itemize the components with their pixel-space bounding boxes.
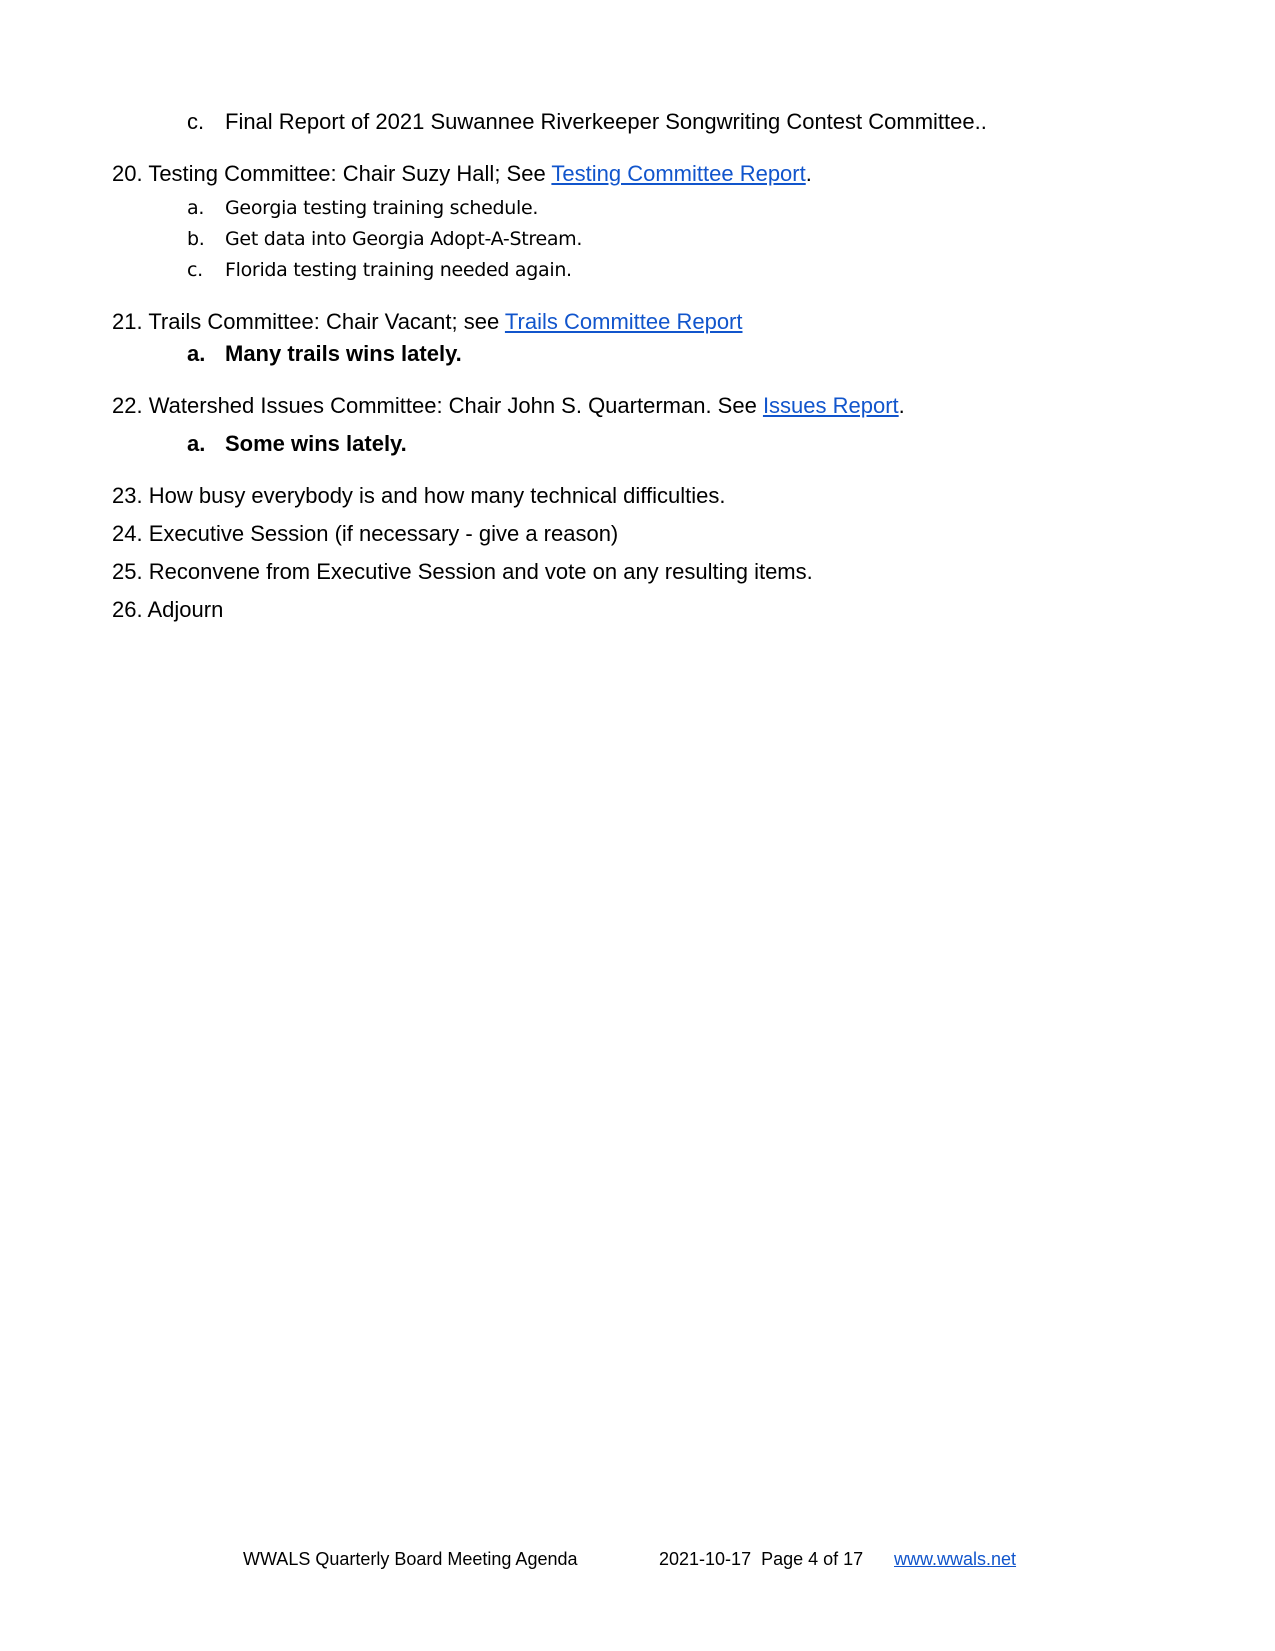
item-number: 20. bbox=[112, 161, 143, 186]
trails-committee-report-link[interactable]: Trails Committee Report bbox=[504, 309, 743, 334]
item-trail: . bbox=[898, 393, 905, 418]
sub-label: c. bbox=[187, 259, 203, 281]
agenda-item-23 bbox=[112, 483, 726, 509]
sub-label: a. bbox=[187, 341, 206, 366]
item-trail: . bbox=[805, 161, 812, 186]
item-text: Watershed Issues Committee: Chair John S. Quarterman. See bbox=[148, 393, 763, 418]
item-text: How busy everybody is and how many technical difficulties. bbox=[148, 483, 726, 508]
item-number: 26. bbox=[112, 597, 143, 622]
footer-date-page: 2021-10-17 Page 4 of 17 bbox=[659, 1549, 864, 1569]
sub-item-text: Florida testing training needed again. bbox=[225, 259, 572, 281]
agenda-item-20 bbox=[112, 161, 812, 187]
item-number: 23. bbox=[112, 483, 143, 508]
item-number: 24. bbox=[112, 521, 143, 546]
agenda-item-25 bbox=[112, 559, 813, 585]
sub-label: a. bbox=[187, 431, 206, 456]
testing-committee-report-link[interactable]: Testing Committee Report bbox=[551, 161, 806, 186]
agenda-item-22 bbox=[112, 393, 905, 419]
item-number: 21. bbox=[112, 309, 143, 334]
sub-item-text: Georgia testing training schedule. bbox=[225, 197, 539, 219]
item-text: Trails Committee: Chair Vacant; see bbox=[148, 309, 505, 334]
footer-website-link[interactable]: www.wwals.net bbox=[894, 1549, 1017, 1569]
item-text: Executive Session (if necessary - give a reason) bbox=[148, 521, 619, 546]
list-item-19c-text: Final Report of 2021 Suwannee Riverkeeper Songwriting Contest Committee.. bbox=[225, 109, 987, 134]
agenda-item-26 bbox=[112, 597, 223, 623]
issues-report-link[interactable]: Issues Report bbox=[762, 393, 899, 418]
item-text: Adjourn bbox=[147, 597, 224, 622]
item-number: 25. bbox=[112, 559, 143, 584]
item-text: Testing Committee: Chair Suzy Hall; See bbox=[148, 161, 552, 186]
item-text: Reconvene from Executive Session and vote on any resulting items. bbox=[148, 559, 813, 584]
sub-item-text: Some wins lately. bbox=[225, 431, 407, 456]
agenda-item-24 bbox=[112, 521, 618, 547]
list-item-19c bbox=[187, 109, 204, 135]
sub-item-text: Many trails wins lately. bbox=[225, 341, 462, 366]
agenda-item-21 bbox=[112, 309, 743, 335]
list-label: c. bbox=[187, 109, 205, 134]
sub-label: a. bbox=[187, 197, 205, 219]
sub-label: b. bbox=[187, 228, 205, 250]
footer-title: WWALS Quarterly Board Meeting Agenda bbox=[243, 1549, 578, 1569]
sub-item-text: Get data into Georgia Adopt-A-Stream. bbox=[225, 228, 583, 250]
item-number: 22. bbox=[112, 393, 143, 418]
